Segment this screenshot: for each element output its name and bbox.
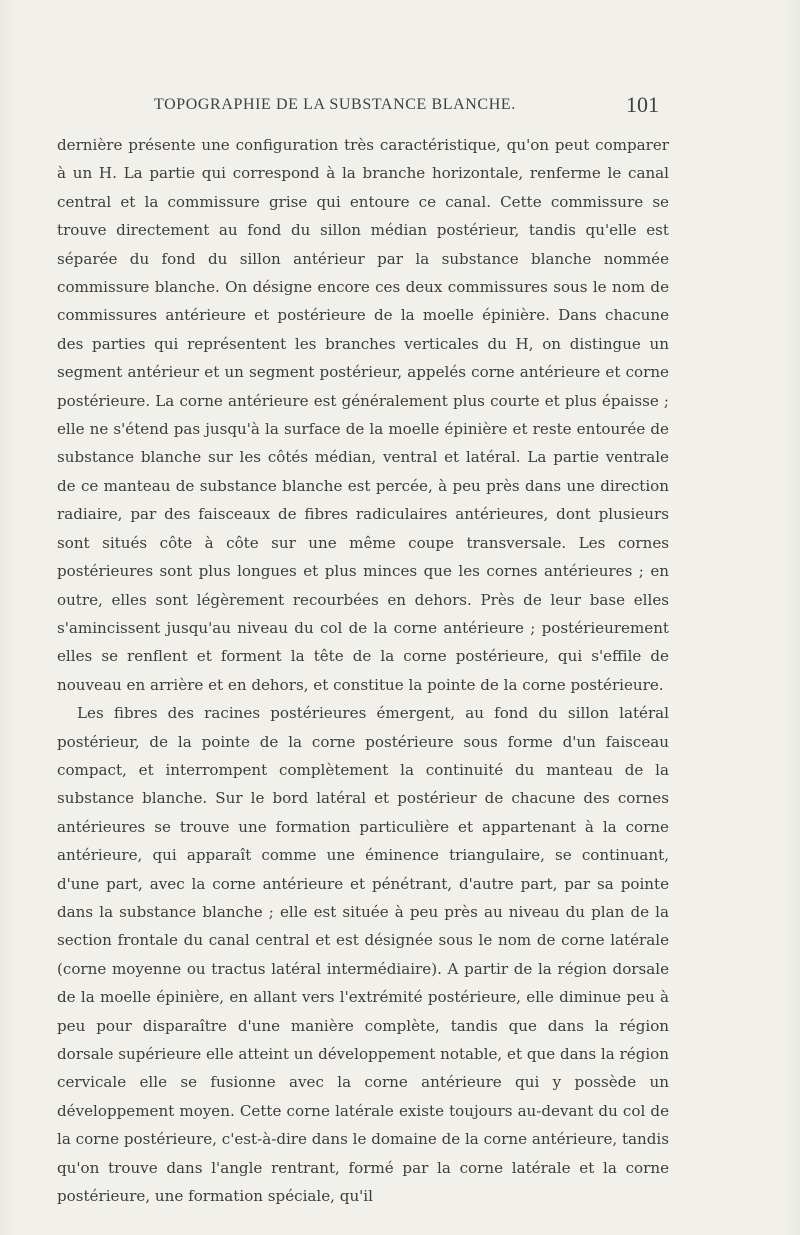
page-number: 101	[626, 92, 659, 117]
paragraph: Les fibres des racines postérieures émergent, au fond du sillon latéral postérieur, de la pointe de la corne postérieure sous forme d'un faisceau compact, et interrompent complètement la continuité du manteau de la substance blanche. Sur le bord latéral et postérieur de chacune des cornes antérieures se trouve une formation particulière et appartenant à la corne antérieure, qui apparaît comme une éminence triangulaire, se continuant, d'une part, avec la corne antérieure et pénétrant, d'autre part, par sa pointe dans la substance blanche ; elle est située à peu près au niveau du plan de la section frontale du canal central et est désignée sous le nom de corne latérale (corne moyenne ou tractus latéral intermédiaire). A partir de la région dorsale de la moelle épinière, en allant vers l'extrémité postérieure, elle diminue peu à peu pour disparaître d'une manière complète, tandis que dans la région dorsale supérieure elle atteint un développement notable, et que dans la région cervicale elle se fusionne avec la corne antérieure qui y possède un développement moyen. Cette corne latérale existe toujours au-devant du col de la corne postérieure, c'est-à-dire dans le domaine de la corne antérieure, tandis qu'on trouve dans l'angle rentrant, formé par la corne latérale et la corne postérieure, une formation spéciale, qu'il	[57, 704, 669, 1206]
running-title: TOPOGRAPHIE DE LA SUBSTANCE BLANCHE.	[154, 96, 516, 113]
page-header	[154, 92, 659, 122]
paragraph: dernière présente une configuration très caractéristique, qu'on peut comparer à un H. La partie qui correspond à la branche horizontale, renferme le canal central et la commissure grise qui entoure ce canal. Cette commissure se trouve directement au fond du sillon médian postérieur, tandis qu'elle est séparée du fond du sillon antérieur par la substance blanche nommée commissure blanche. On désigne encore ces deux commissures sous le nom de commissures antérieure et postérieure de la moelle épinière. Dans chacune des parties qui représentent les branches verticales du H, on distingue un segment antérieur et un segment postérieur, appelés corne antérieure et corne postérieure. La corne antérieure est généralement plus courte et plus épaisse ; elle ne s'étend pas jusqu'à la surface de la moelle épinière et reste entourée de substance blanche sur les côtés médian, ventral et latéral. La partie ventrale de ce manteau de substance blanche est percée, à peu près dans une direction radiaire, par des faisceaux de fibres radiculaires antérieures, dont plusieurs sont situés côte à côte sur une même coupe transversale. Les cornes postérieures sont plus longues et plus minces que les cornes antérieures ; en outre, elles sont légèrement recourbées en dehors. Près de leur base elles s'amincissent jusqu'au niveau du col de la corne antérieure ; postérieurement elles se renflent et forment la tête de la corne postérieure, qui s'effile de nouveau en arrière et en dehors, et constitue la pointe de la corne postérieure.	[57, 136, 669, 694]
body-text	[57, 131, 669, 1210]
